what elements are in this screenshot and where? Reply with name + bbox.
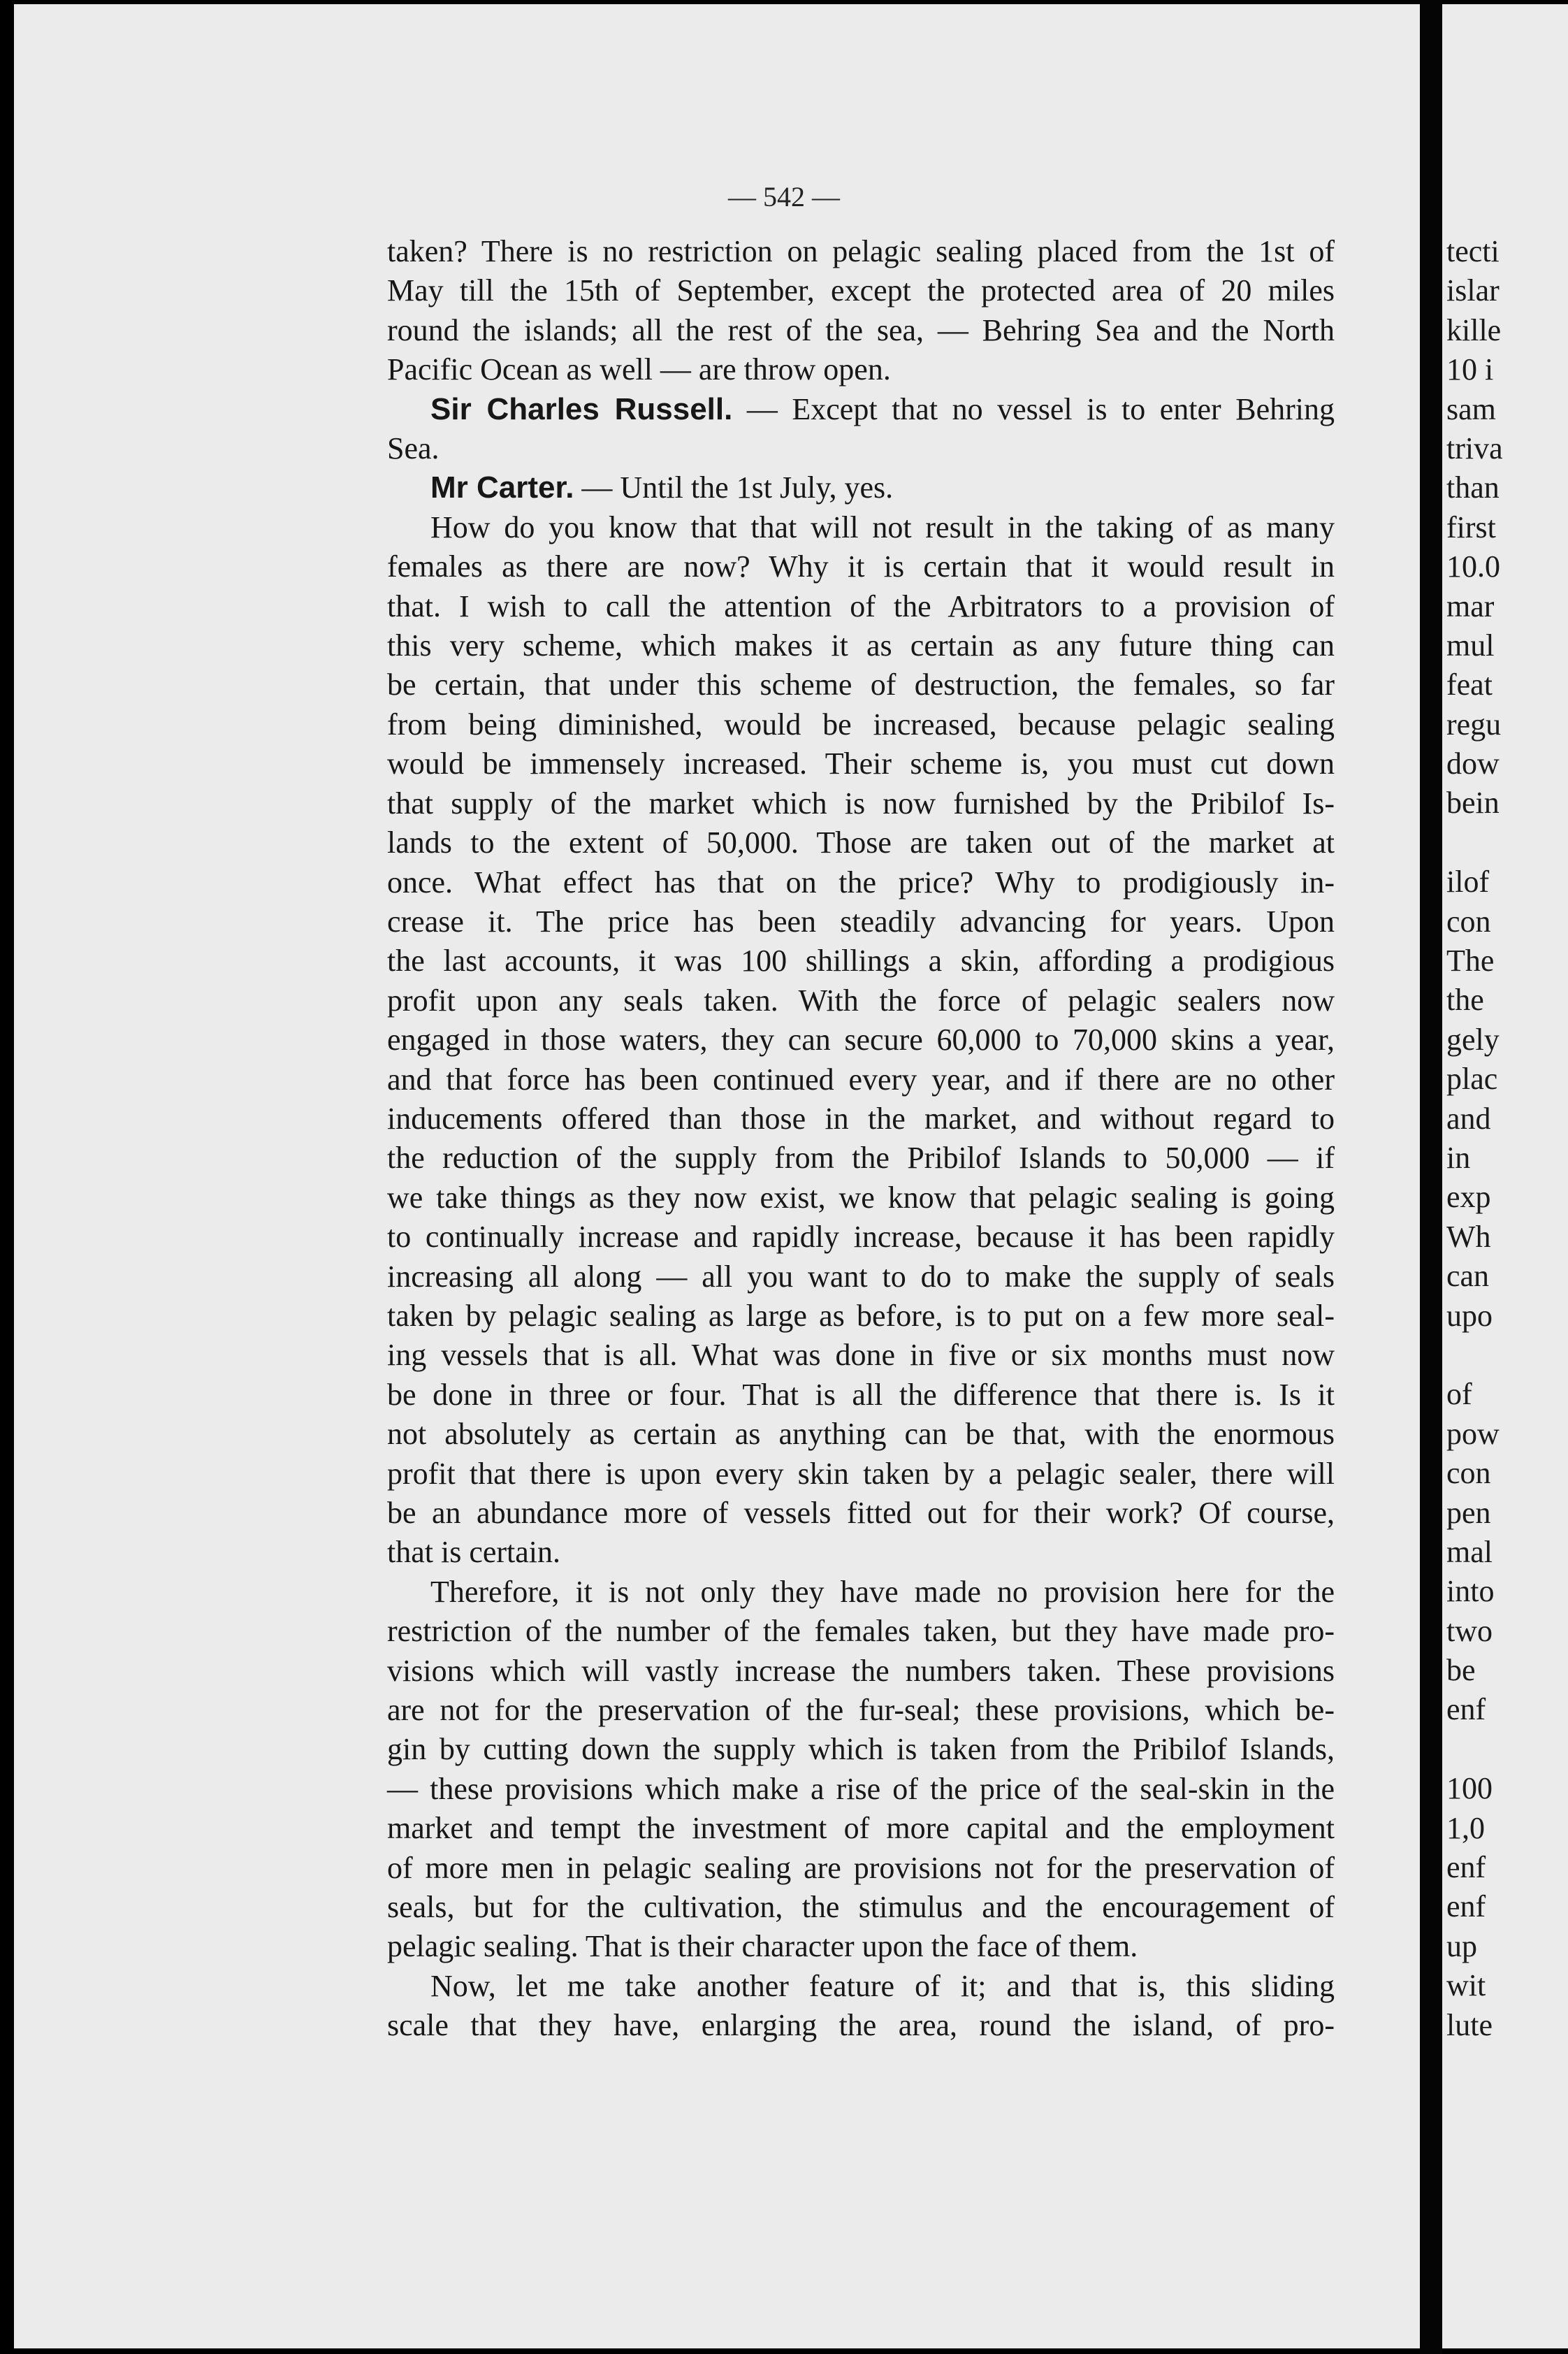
text-line (387, 271, 1335, 310)
line-text: gin by cutting down the supply which is taken from the Pribilof Islands, (387, 1732, 1335, 1767)
right-page-fragment: bein (1446, 786, 1500, 821)
right-page-fragment: kille (1446, 312, 1502, 347)
right-page-fragment: con (1446, 904, 1491, 939)
line-text: May till the 15th of September, except the protected area of 20 miles (387, 273, 1335, 308)
line-text: once. What effect has that on the price? Why to prodigiously in- (387, 865, 1335, 900)
text-line (387, 1336, 1335, 1375)
text-line (387, 1652, 1335, 1691)
right-page-fragment: 1,0 (1446, 1810, 1485, 1845)
line-text: that supply of the market which is now furnished by the Pribilof Is- (387, 786, 1335, 821)
right-page-fragment: pen (1446, 1495, 1491, 1530)
right-page-text-fragments (1446, 232, 1568, 2045)
text-line (387, 311, 1335, 350)
line-text: not absolutely as certain as anything can be that, with the enormous (387, 1417, 1335, 1452)
line-text: we take things as they now exist, we know that pelagic sealing is going (387, 1180, 1335, 1215)
right-page-fragment: gely (1446, 1022, 1500, 1057)
line-text: Therefore, it is not only they have made no provision here for the (430, 1574, 1335, 1609)
right-page-fragment: 10.0 (1446, 549, 1500, 584)
text-line (387, 1020, 1335, 1060)
right-page-fragment: enf (1446, 1850, 1486, 1885)
right-page-fragment: enf (1446, 1692, 1486, 1727)
right-page-fragment: first (1446, 510, 1496, 544)
right-page-fragment: tecti (1446, 234, 1500, 268)
right-page-fragment: dow (1446, 746, 1500, 781)
text-line (387, 2006, 1335, 2045)
text-line (387, 902, 1335, 941)
line-text: the last accounts, it was 100 shillings a skin, affording a prodigious (387, 944, 1335, 979)
right-page-fragment: into (1446, 1574, 1495, 1609)
line-text: — these provisions which make a rise of the price of the seal-skin in the (387, 1771, 1335, 1806)
text-line (387, 1612, 1335, 1651)
right-page-fragment: The (1446, 944, 1495, 979)
text-line (387, 1533, 1335, 1572)
line-text: scale that they have, enlarging the area, round the island, of pro- (387, 2008, 1335, 2043)
right-page-fragment: sam (1446, 391, 1496, 426)
right-page-fragment: feat (1446, 667, 1493, 702)
line-text: market and tempt the investment of more capital and the employment (387, 1811, 1335, 1846)
page-number: — 542 — (728, 181, 840, 212)
line-text: increasing all along — all you want to do to make the supply of seals (387, 1259, 1335, 1294)
right-page-fragment (1446, 823, 1568, 862)
line-text: would be immensely increased. Their scheme is, you must cut down (387, 746, 1335, 781)
right-page-fragment: than (1446, 470, 1500, 505)
text-line (387, 1494, 1335, 1533)
text-line (387, 1888, 1335, 1927)
line-text: lands to the extent of 50,000. Those are taken out of the market at (387, 825, 1335, 860)
line-text: to continually increase and rapidly increase, because it has been rapidly (387, 1220, 1335, 1255)
text-line (387, 626, 1335, 665)
right-page-fragment: con (1446, 1456, 1491, 1491)
right-page-fragment: in (1446, 1140, 1471, 1175)
line-text: ing vessels that is all. What was done in five or six months must now (387, 1338, 1335, 1373)
right-page-fragment: mar (1446, 588, 1495, 623)
text-line (387, 823, 1335, 862)
right-page-fragment: lute (1446, 2007, 1493, 2042)
text-line (387, 1573, 1335, 1612)
text-line (387, 1139, 1335, 1178)
line-text: and that force has been continued every year, and if there are no other (387, 1062, 1335, 1097)
line-text: be an abundance more of vessels fitted out for their work? Of course, (387, 1496, 1335, 1530)
right-page-fragment: 100 (1446, 1771, 1493, 1806)
text-line (387, 1849, 1335, 1888)
text-line (387, 863, 1335, 902)
line-text: engaged in those waters, they can secure 60,000 to 70,000 skins a year, (387, 1023, 1335, 1057)
right-page-fragment: up (1446, 1928, 1477, 1963)
text-line (387, 1691, 1335, 1730)
line-text: be done in three or four. That is all the difference that there is. Is it (387, 1377, 1335, 1412)
text-line (387, 1967, 1335, 2006)
text-line (387, 232, 1335, 271)
text-line (387, 784, 1335, 823)
text-line (387, 1730, 1335, 1769)
text-line (387, 1218, 1335, 1257)
line-text: of more men in pelagic sealing are provisions not for the preservation of (387, 1850, 1335, 1885)
text-line (387, 1770, 1335, 1809)
text-line (387, 1060, 1335, 1099)
right-page-fragment: can (1446, 1259, 1490, 1294)
line-text: crease it. The price has been steadily advancing for years. Upon (387, 904, 1335, 939)
text-line (387, 429, 1335, 468)
line-text: this very scheme, which makes it as certain as any future thing can (387, 628, 1335, 663)
text-line (387, 547, 1335, 586)
line-text: pelagic sealing. That is their character upon the face of them. (387, 1929, 1138, 1964)
right-page-fragment: the (1446, 983, 1484, 1018)
right-page-fragment: be (1446, 1653, 1476, 1688)
right-page-fragment: of (1446, 1377, 1472, 1412)
text-line (387, 981, 1335, 1020)
line-text: taken? There is no restriction on pelagic sealing placed from the 1st of (387, 234, 1335, 268)
text-line (387, 941, 1335, 981)
text-line (387, 1454, 1335, 1494)
right-page-fragment: and (1446, 1101, 1491, 1136)
right-page-fragment: triva (1446, 431, 1503, 465)
right-page-fragment: 10 i (1446, 352, 1494, 387)
right-page-fragment: enf (1446, 1889, 1486, 1924)
text-line (387, 1178, 1335, 1218)
right-page-fragment: regu (1446, 707, 1502, 742)
line-text: be certain, that under this scheme of destruction, the females, so far (387, 667, 1335, 702)
line-text: — Until the 1st July, yes. (574, 470, 894, 505)
text-line (387, 1415, 1335, 1454)
line-text: females as there are now? Why it is certain that it would result in (387, 549, 1335, 584)
text-line (387, 665, 1335, 705)
right-page-fragment: ilof (1446, 865, 1490, 900)
line-text: that is certain. (387, 1535, 561, 1570)
line-text: restriction of the number of the females taken, but they have made pro- (387, 1614, 1335, 1649)
right-page-fragment: islar (1446, 273, 1500, 308)
right-page-fragment: two (1446, 1613, 1493, 1648)
line-text: Pacific Ocean as well — are throw open. (387, 352, 891, 387)
line-text: taken by pelagic sealing as large as before, is to put on a few more seal- (387, 1298, 1335, 1333)
right-page-fragment: wit (1446, 1968, 1486, 2003)
right-page-fragment: mul (1446, 628, 1495, 663)
text-line (387, 1927, 1335, 1966)
line-text: profit that there is upon every skin taken by a pelagic sealer, there will (387, 1456, 1335, 1491)
right-page-fragment: exp (1446, 1180, 1491, 1215)
text-line (387, 508, 1335, 547)
body-text (387, 232, 1335, 2046)
line-text: profit upon any seals taken. With the force of pelagic sealers now (387, 983, 1335, 1018)
text-line (387, 587, 1335, 626)
line-text: visions which will vastly increase the numbers taken. These provisions (387, 1653, 1335, 1688)
line-text: inducements offered than those in the market, and without regard to (387, 1101, 1335, 1136)
line-text: that. I wish to call the attention of the Arbitrators to a provision of (387, 588, 1335, 623)
line-text: How do you know that that will not result in the taking of as many (430, 510, 1335, 544)
text-line (387, 744, 1335, 784)
right-page-fragment: Wh (1446, 1219, 1491, 1254)
speaker-name: Mr Carter. (430, 470, 574, 505)
line-text: — Except that no vessel is to enter Behring (732, 391, 1335, 426)
page-gutter (1420, 0, 1442, 2354)
line-text: from being diminished, would be increased, because pelagic sealing (387, 707, 1335, 742)
text-line (387, 468, 1335, 507)
speaker-name: Sir Charles Russell. (430, 391, 733, 426)
right-page-fragment (1446, 1730, 1568, 1769)
line-text: the reduction of the supply from the Pribilof Islands to 50,000 — if (387, 1141, 1335, 1176)
text-line (387, 1257, 1335, 1297)
text-line (387, 1099, 1335, 1139)
right-page-fragment: pow (1446, 1416, 1500, 1451)
text-line (387, 390, 1335, 429)
right-page-fragment: plac (1446, 1062, 1498, 1097)
text-line (387, 1809, 1335, 1848)
text-line (387, 1375, 1335, 1415)
line-text: seals, but for the cultivation, the stimulus and the encouragement of (387, 1890, 1335, 1925)
right-page-fragment: mal (1446, 1534, 1493, 1569)
line-text: Now, let me take another feature of it; and that is, this sliding (430, 1968, 1335, 2003)
text-line (387, 1297, 1335, 1336)
right-page-fragment (1446, 1336, 1568, 1375)
text-line (387, 350, 1335, 389)
line-text: Sea. (387, 431, 440, 466)
line-text: round the islands; all the rest of the sea, — Behring Sea and the North (387, 312, 1335, 347)
text-line (387, 705, 1335, 744)
right-page-fragment: upo (1446, 1298, 1493, 1333)
line-text: are not for the preservation of the fur-seal; these provisions, which be- (387, 1693, 1335, 1728)
